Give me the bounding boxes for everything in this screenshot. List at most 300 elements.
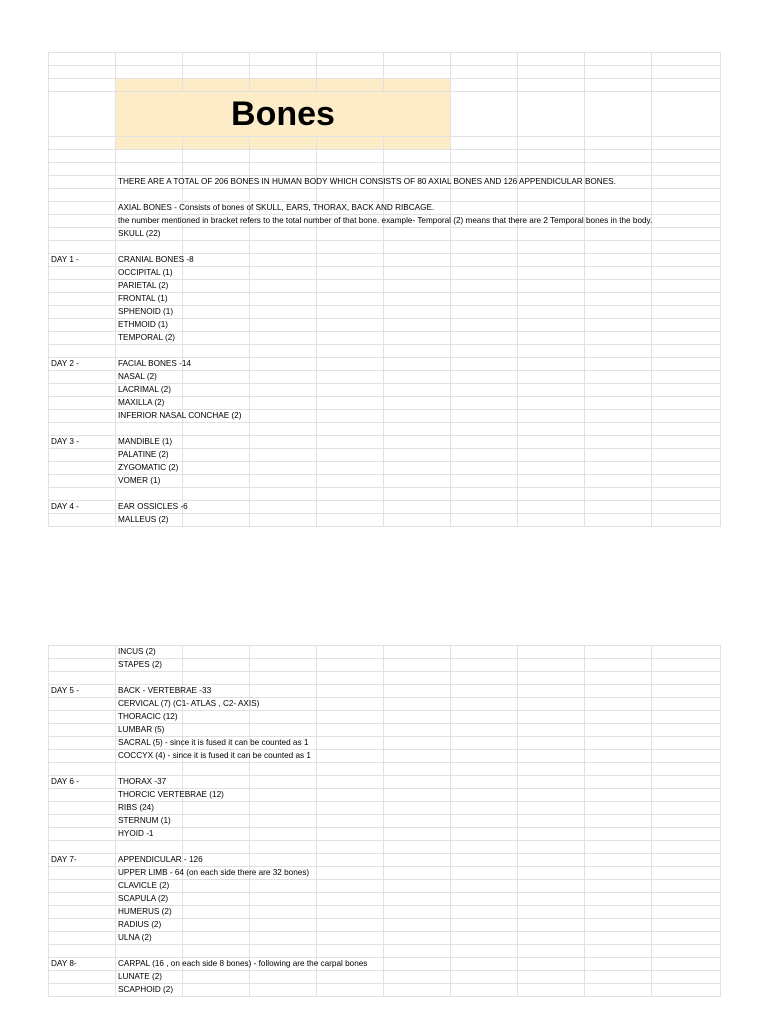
empty-cell[interactable] xyxy=(317,802,384,815)
empty-cell[interactable] xyxy=(183,724,250,737)
bone-cell[interactable] xyxy=(116,267,183,280)
empty-cell[interactable] xyxy=(250,163,317,176)
empty-cell[interactable] xyxy=(585,867,652,880)
empty-cell[interactable] xyxy=(518,945,585,958)
empty-cell[interactable] xyxy=(183,163,250,176)
empty-cell[interactable] xyxy=(250,789,317,802)
empty-cell[interactable] xyxy=(183,397,250,410)
empty-cell[interactable] xyxy=(183,880,250,893)
empty-cell[interactable] xyxy=(183,711,250,724)
bone-cell[interactable] xyxy=(116,306,183,319)
empty-cell[interactable] xyxy=(652,332,721,345)
bone-cell[interactable] xyxy=(116,514,183,527)
day-cell[interactable] xyxy=(49,672,116,685)
empty-cell[interactable] xyxy=(652,724,721,737)
empty-cell[interactable] xyxy=(384,384,451,397)
empty-cell[interactable] xyxy=(585,711,652,724)
empty-cell[interactable] xyxy=(317,410,384,423)
day-cell[interactable] xyxy=(49,893,116,906)
empty-cell[interactable] xyxy=(451,750,518,763)
empty-cell[interactable] xyxy=(652,685,721,698)
day-cell[interactable] xyxy=(49,475,116,488)
empty-cell[interactable] xyxy=(384,254,451,267)
empty-cell[interactable] xyxy=(317,280,384,293)
bone-cell[interactable] xyxy=(116,659,183,672)
bone-cell[interactable] xyxy=(116,462,183,475)
empty-cell[interactable] xyxy=(518,267,585,280)
empty-cell[interactable] xyxy=(250,945,317,958)
empty-cell[interactable] xyxy=(585,737,652,750)
empty-cell[interactable] xyxy=(250,685,317,698)
empty-cell[interactable] xyxy=(652,436,721,449)
empty-cell[interactable] xyxy=(183,319,250,332)
empty-cell[interactable] xyxy=(518,750,585,763)
day-cell[interactable] xyxy=(49,215,116,228)
empty-cell[interactable] xyxy=(317,488,384,501)
empty-cell[interactable] xyxy=(518,659,585,672)
empty-cell[interactable] xyxy=(317,763,384,776)
empty-cell[interactable] xyxy=(183,501,250,514)
empty-cell[interactable] xyxy=(317,358,384,371)
day-cell[interactable] xyxy=(49,711,116,724)
empty-cell[interactable] xyxy=(384,672,451,685)
empty-cell[interactable] xyxy=(317,163,384,176)
empty-cell[interactable] xyxy=(250,672,317,685)
empty-cell[interactable] xyxy=(317,514,384,527)
empty-cell[interactable] xyxy=(183,449,250,462)
empty-cell[interactable] xyxy=(652,358,721,371)
empty-cell[interactable] xyxy=(451,410,518,423)
empty-cell[interactable] xyxy=(518,763,585,776)
day-cell[interactable]: DAY 5 - xyxy=(49,685,116,698)
empty-cell[interactable] xyxy=(585,410,652,423)
empty-cell[interactable] xyxy=(585,241,652,254)
empty-cell[interactable] xyxy=(384,802,451,815)
empty-cell[interactable] xyxy=(384,737,451,750)
empty-cell[interactable] xyxy=(585,802,652,815)
day-cell[interactable] xyxy=(49,371,116,384)
empty-cell[interactable] xyxy=(585,488,652,501)
empty-cell[interactable] xyxy=(317,254,384,267)
empty-cell[interactable] xyxy=(317,945,384,958)
empty-cell[interactable] xyxy=(652,189,721,202)
empty-cell[interactable] xyxy=(518,984,585,997)
empty-cell[interactable] xyxy=(451,776,518,789)
day-cell[interactable] xyxy=(49,176,116,189)
empty-cell[interactable] xyxy=(518,332,585,345)
day-cell[interactable] xyxy=(49,228,116,241)
empty-cell[interactable] xyxy=(451,475,518,488)
empty-cell[interactable] xyxy=(518,685,585,698)
empty-cell[interactable] xyxy=(317,462,384,475)
empty-cell[interactable] xyxy=(317,436,384,449)
empty-cell[interactable] xyxy=(585,776,652,789)
empty-cell[interactable] xyxy=(585,423,652,436)
empty-cell[interactable] xyxy=(585,646,652,659)
empty-cell[interactable] xyxy=(384,646,451,659)
empty-cell[interactable] xyxy=(384,371,451,384)
empty-cell[interactable] xyxy=(652,215,721,228)
bone-cell[interactable] xyxy=(116,215,653,228)
bone-cell[interactable] xyxy=(116,501,188,514)
empty-cell[interactable] xyxy=(183,828,250,841)
bone-cell[interactable] xyxy=(116,815,183,828)
empty-cell[interactable] xyxy=(451,241,518,254)
empty-cell[interactable] xyxy=(585,750,652,763)
empty-cell[interactable] xyxy=(250,854,317,867)
empty-cell[interactable] xyxy=(384,815,451,828)
empty-cell[interactable] xyxy=(585,945,652,958)
day-cell[interactable] xyxy=(49,802,116,815)
empty-cell[interactable] xyxy=(518,241,585,254)
day-cell[interactable] xyxy=(49,659,116,672)
empty-cell[interactable] xyxy=(585,254,652,267)
empty-cell[interactable] xyxy=(652,150,721,163)
empty-cell[interactable] xyxy=(585,880,652,893)
empty-cell[interactable] xyxy=(585,815,652,828)
day-cell[interactable] xyxy=(49,293,116,306)
empty-cell[interactable] xyxy=(518,711,585,724)
empty-cell[interactable] xyxy=(585,293,652,306)
empty-cell[interactable] xyxy=(585,163,652,176)
empty-cell[interactable] xyxy=(451,462,518,475)
empty-cell[interactable] xyxy=(183,384,250,397)
empty-cell[interactable] xyxy=(317,711,384,724)
empty-cell[interactable] xyxy=(652,737,721,750)
empty-cell[interactable] xyxy=(384,880,451,893)
bone-cell[interactable] xyxy=(116,280,183,293)
empty-cell[interactable] xyxy=(518,646,585,659)
empty-cell[interactable] xyxy=(384,293,451,306)
empty-cell[interactable] xyxy=(451,724,518,737)
empty-cell[interactable] xyxy=(518,475,585,488)
day-cell[interactable] xyxy=(49,306,116,319)
empty-cell[interactable] xyxy=(585,919,652,932)
day-cell[interactable] xyxy=(49,945,116,958)
bone-cell[interactable] xyxy=(116,176,616,189)
empty-cell[interactable] xyxy=(183,672,250,685)
empty-cell[interactable] xyxy=(317,475,384,488)
empty-cell[interactable] xyxy=(585,306,652,319)
empty-cell[interactable] xyxy=(518,854,585,867)
empty-cell[interactable] xyxy=(384,932,451,945)
empty-cell[interactable] xyxy=(451,358,518,371)
empty-cell[interactable] xyxy=(585,932,652,945)
empty-cell[interactable] xyxy=(585,698,652,711)
day-cell[interactable]: DAY 1 - xyxy=(49,254,116,267)
empty-cell[interactable] xyxy=(652,919,721,932)
empty-cell[interactable] xyxy=(317,150,384,163)
empty-cell[interactable] xyxy=(652,306,721,319)
empty-cell[interactable] xyxy=(451,488,518,501)
empty-cell[interactable] xyxy=(384,867,451,880)
empty-cell[interactable] xyxy=(250,189,317,202)
empty-cell[interactable] xyxy=(384,789,451,802)
empty-cell[interactable] xyxy=(250,646,317,659)
day-cell[interactable] xyxy=(49,345,116,358)
empty-cell[interactable] xyxy=(317,397,384,410)
day-cell[interactable] xyxy=(49,750,116,763)
empty-cell[interactable] xyxy=(250,776,317,789)
empty-cell[interactable] xyxy=(585,828,652,841)
empty-cell[interactable] xyxy=(652,763,721,776)
empty-cell[interactable] xyxy=(183,945,250,958)
empty-cell[interactable] xyxy=(652,789,721,802)
empty-cell[interactable] xyxy=(317,815,384,828)
empty-cell[interactable] xyxy=(451,893,518,906)
empty-cell[interactable] xyxy=(250,802,317,815)
bone-cell[interactable] xyxy=(116,202,435,215)
empty-cell[interactable] xyxy=(451,384,518,397)
day-cell[interactable] xyxy=(49,698,116,711)
empty-cell[interactable] xyxy=(317,932,384,945)
day-cell[interactable]: DAY 3 - xyxy=(49,436,116,449)
empty-cell[interactable] xyxy=(250,828,317,841)
empty-cell[interactable] xyxy=(451,880,518,893)
bone-cell[interactable] xyxy=(116,750,311,763)
empty-cell[interactable] xyxy=(585,854,652,867)
empty-cell[interactable] xyxy=(250,984,317,997)
empty-cell[interactable] xyxy=(585,958,652,971)
empty-cell[interactable] xyxy=(384,462,451,475)
empty-cell[interactable] xyxy=(384,711,451,724)
empty-cell[interactable] xyxy=(317,737,384,750)
empty-cell[interactable] xyxy=(317,384,384,397)
empty-cell[interactable] xyxy=(585,659,652,672)
empty-cell[interactable] xyxy=(585,449,652,462)
empty-cell[interactable] xyxy=(585,358,652,371)
bone-cell[interactable] xyxy=(116,228,183,241)
bone-cell[interactable] xyxy=(116,893,183,906)
empty-cell[interactable] xyxy=(585,462,652,475)
day-cell[interactable] xyxy=(49,150,116,163)
empty-cell[interactable] xyxy=(652,750,721,763)
day-cell[interactable] xyxy=(49,971,116,984)
empty-cell[interactable] xyxy=(250,893,317,906)
day-cell[interactable] xyxy=(49,384,116,397)
empty-cell[interactable] xyxy=(518,436,585,449)
empty-cell[interactable] xyxy=(451,423,518,436)
day-cell[interactable] xyxy=(49,267,116,280)
empty-cell[interactable] xyxy=(518,932,585,945)
bone-cell[interactable] xyxy=(116,919,183,932)
empty-cell[interactable] xyxy=(451,293,518,306)
empty-cell[interactable] xyxy=(250,449,317,462)
day-cell[interactable] xyxy=(49,280,116,293)
empty-cell[interactable] xyxy=(250,293,317,306)
empty-cell[interactable] xyxy=(518,202,585,215)
day-cell[interactable] xyxy=(49,841,116,854)
empty-cell[interactable] xyxy=(585,202,652,215)
empty-cell[interactable] xyxy=(652,802,721,815)
bone-cell[interactable] xyxy=(116,384,183,397)
empty-cell[interactable] xyxy=(317,724,384,737)
empty-cell[interactable] xyxy=(652,880,721,893)
empty-cell[interactable] xyxy=(384,984,451,997)
empty-cell[interactable] xyxy=(518,462,585,475)
bone-cell[interactable] xyxy=(116,358,191,371)
empty-cell[interactable] xyxy=(384,659,451,672)
empty-cell[interactable] xyxy=(451,319,518,332)
empty-cell[interactable] xyxy=(652,475,721,488)
empty-cell[interactable] xyxy=(317,646,384,659)
empty-cell[interactable] xyxy=(518,958,585,971)
empty-cell[interactable] xyxy=(317,867,384,880)
empty-cell[interactable] xyxy=(384,449,451,462)
empty-cell[interactable] xyxy=(317,906,384,919)
bone-cell[interactable] xyxy=(116,436,183,449)
day-cell[interactable] xyxy=(49,737,116,750)
empty-cell[interactable] xyxy=(317,293,384,306)
empty-cell[interactable] xyxy=(451,919,518,932)
empty-cell[interactable] xyxy=(317,776,384,789)
empty-cell[interactable] xyxy=(317,332,384,345)
empty-cell[interactable] xyxy=(183,462,250,475)
empty-cell[interactable] xyxy=(518,776,585,789)
bone-cell[interactable] xyxy=(116,958,368,971)
day-cell[interactable] xyxy=(49,763,116,776)
empty-cell[interactable] xyxy=(183,293,250,306)
empty-cell[interactable] xyxy=(183,919,250,932)
empty-cell[interactable] xyxy=(183,646,250,659)
empty-cell[interactable] xyxy=(250,150,317,163)
day-cell[interactable] xyxy=(49,462,116,475)
day-cell[interactable] xyxy=(49,514,116,527)
empty-cell[interactable] xyxy=(518,345,585,358)
empty-cell[interactable] xyxy=(585,228,652,241)
empty-cell[interactable] xyxy=(652,241,721,254)
empty-cell[interactable] xyxy=(250,841,317,854)
empty-cell[interactable] xyxy=(518,841,585,854)
empty-cell[interactable] xyxy=(652,410,721,423)
empty-cell[interactable] xyxy=(183,423,250,436)
empty-cell[interactable] xyxy=(183,228,250,241)
empty-cell[interactable] xyxy=(652,672,721,685)
empty-cell[interactable] xyxy=(250,410,317,423)
empty-cell[interactable] xyxy=(451,854,518,867)
empty-cell[interactable] xyxy=(183,488,250,501)
empty-cell[interactable] xyxy=(652,698,721,711)
empty-cell[interactable] xyxy=(183,971,250,984)
empty-cell[interactable] xyxy=(652,449,721,462)
empty-cell[interactable] xyxy=(250,932,317,945)
empty-cell[interactable] xyxy=(518,371,585,384)
empty-cell[interactable] xyxy=(250,763,317,776)
empty-cell[interactable] xyxy=(250,332,317,345)
bone-cell[interactable] xyxy=(116,488,183,501)
day-cell[interactable] xyxy=(49,397,116,410)
empty-cell[interactable] xyxy=(317,672,384,685)
empty-cell[interactable] xyxy=(384,750,451,763)
empty-cell[interactable] xyxy=(384,241,451,254)
empty-cell[interactable] xyxy=(451,802,518,815)
day-cell[interactable] xyxy=(49,906,116,919)
empty-cell[interactable] xyxy=(451,254,518,267)
empty-cell[interactable] xyxy=(250,724,317,737)
empty-cell[interactable] xyxy=(250,815,317,828)
empty-cell[interactable] xyxy=(250,711,317,724)
empty-cell[interactable] xyxy=(384,280,451,293)
empty-cell[interactable] xyxy=(652,371,721,384)
empty-cell[interactable] xyxy=(317,423,384,436)
bone-cell[interactable] xyxy=(116,737,309,750)
empty-cell[interactable] xyxy=(585,436,652,449)
empty-cell[interactable] xyxy=(518,867,585,880)
empty-cell[interactable] xyxy=(585,514,652,527)
bone-cell[interactable] xyxy=(116,410,242,423)
empty-cell[interactable] xyxy=(518,919,585,932)
bone-cell[interactable] xyxy=(116,841,183,854)
empty-cell[interactable] xyxy=(183,984,250,997)
bone-cell[interactable] xyxy=(116,971,183,984)
empty-cell[interactable] xyxy=(652,776,721,789)
empty-cell[interactable] xyxy=(652,267,721,280)
empty-cell[interactable] xyxy=(250,397,317,410)
empty-cell[interactable] xyxy=(384,397,451,410)
empty-cell[interactable] xyxy=(183,841,250,854)
empty-cell[interactable] xyxy=(652,488,721,501)
bone-cell[interactable] xyxy=(116,724,183,737)
empty-cell[interactable] xyxy=(451,685,518,698)
day-cell[interactable] xyxy=(49,880,116,893)
empty-cell[interactable] xyxy=(652,841,721,854)
empty-cell[interactable] xyxy=(317,189,384,202)
empty-cell[interactable] xyxy=(451,449,518,462)
empty-cell[interactable] xyxy=(518,254,585,267)
empty-cell[interactable] xyxy=(652,202,721,215)
empty-cell[interactable] xyxy=(317,685,384,698)
empty-cell[interactable] xyxy=(585,475,652,488)
empty-cell[interactable] xyxy=(317,971,384,984)
empty-cell[interactable] xyxy=(652,971,721,984)
empty-cell[interactable] xyxy=(518,150,585,163)
empty-cell[interactable] xyxy=(451,672,518,685)
bone-cell[interactable] xyxy=(116,449,183,462)
empty-cell[interactable] xyxy=(384,828,451,841)
empty-cell[interactable] xyxy=(451,984,518,997)
empty-cell[interactable] xyxy=(518,698,585,711)
empty-cell[interactable] xyxy=(652,397,721,410)
bone-cell[interactable] xyxy=(116,932,183,945)
empty-cell[interactable] xyxy=(652,815,721,828)
empty-cell[interactable] xyxy=(317,750,384,763)
bone-cell[interactable] xyxy=(116,828,183,841)
empty-cell[interactable] xyxy=(518,358,585,371)
empty-cell[interactable] xyxy=(317,698,384,711)
empty-cell[interactable] xyxy=(384,854,451,867)
empty-cell[interactable] xyxy=(451,163,518,176)
bone-cell[interactable] xyxy=(116,150,183,163)
empty-cell[interactable] xyxy=(518,737,585,750)
empty-cell[interactable] xyxy=(317,841,384,854)
empty-cell[interactable] xyxy=(585,984,652,997)
day-cell[interactable] xyxy=(49,241,116,254)
empty-cell[interactable] xyxy=(250,462,317,475)
empty-cell[interactable] xyxy=(384,150,451,163)
empty-cell[interactable] xyxy=(250,345,317,358)
empty-cell[interactable] xyxy=(652,893,721,906)
empty-cell[interactable] xyxy=(384,919,451,932)
empty-cell[interactable] xyxy=(183,345,250,358)
empty-cell[interactable] xyxy=(183,776,250,789)
empty-cell[interactable] xyxy=(451,436,518,449)
empty-cell[interactable] xyxy=(518,384,585,397)
empty-cell[interactable] xyxy=(518,280,585,293)
empty-cell[interactable] xyxy=(384,319,451,332)
empty-cell[interactable] xyxy=(250,267,317,280)
empty-cell[interactable] xyxy=(384,358,451,371)
empty-cell[interactable] xyxy=(518,228,585,241)
